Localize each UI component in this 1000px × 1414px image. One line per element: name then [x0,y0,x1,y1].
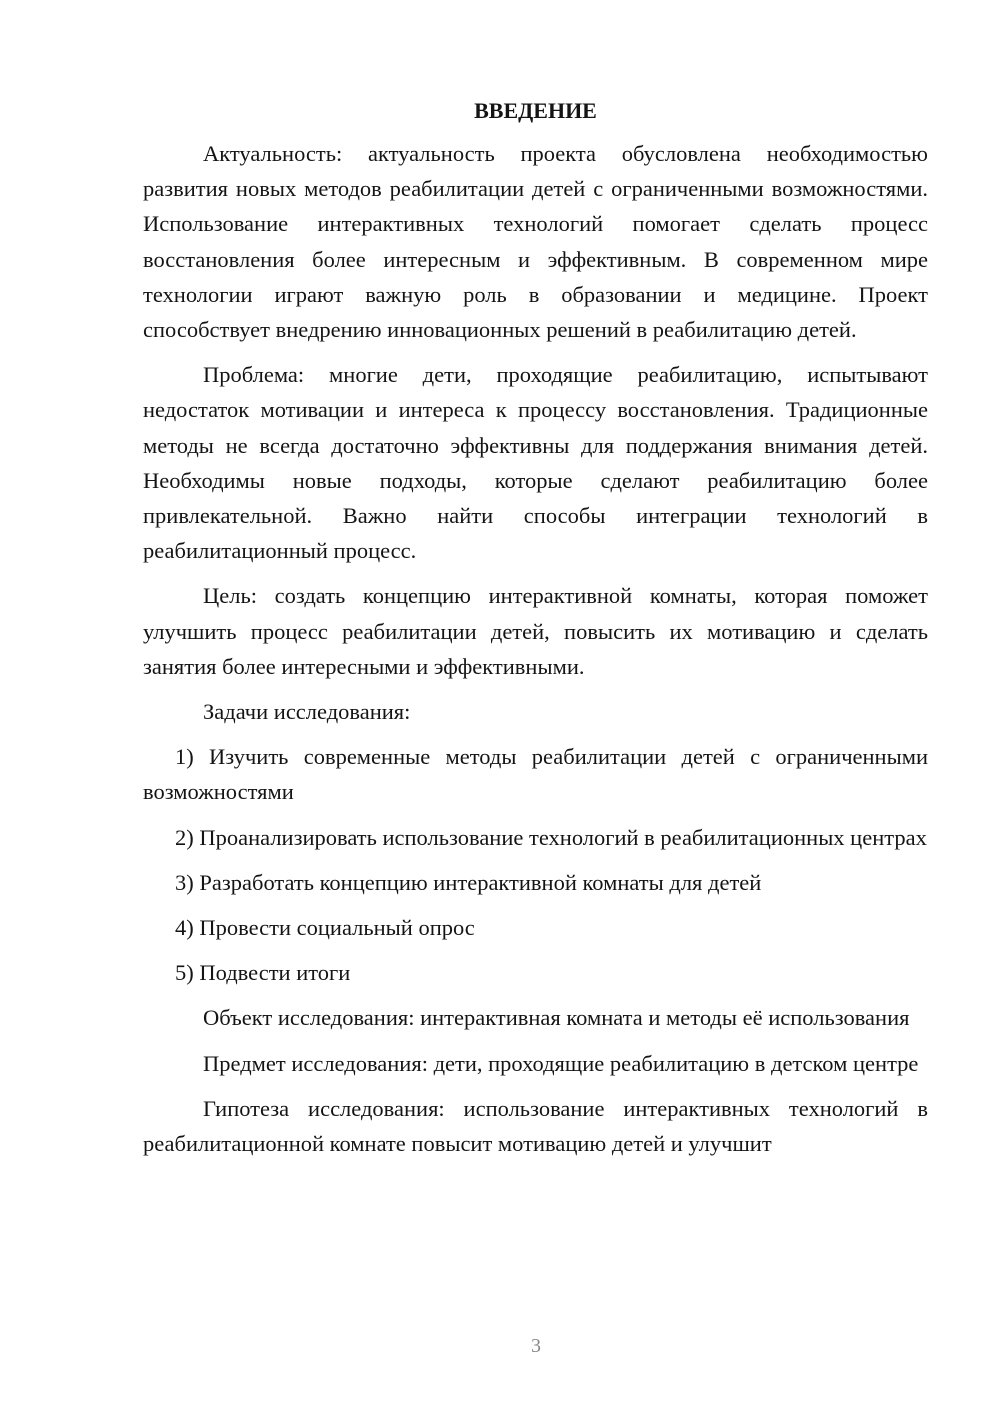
task-item-5: 5) Подвести итоги [175,960,351,986]
problem-paragraph: Проблема: многие дети, проходящие реабилитацию, испытывают недостаток мотивации и интереса к процессу восстановления. Традиционные методы не всегда достаточно эффективны для поддержания внимания детей. Необходимы новые подходы, которые сделают реабилитацию более привлекательной. Важно найти способы интеграции технологий в реабилитационный процесс. [143,362,928,564]
subject-paragraph: Предмет исследования: дети, проходящие реабилитацию в детском центре [203,1050,919,1076]
page-title: ВВЕДЕНИЕ [474,98,597,123]
relevance-paragraph: Актуальность: актуальность проекта обусловлена необходимостью развития новых методов реабилитации детей с ограниченными возможностями. Использование интерактивных технологий помогает сделать процесс восстановления более интересным и эффективным. В современном мире технологии играют важную роль в образовании и медицине. Проект способствует внедрению инновационных решений в реабилитацию детей. [143,141,928,343]
object-paragraph: Объект исследования: интерактивная комната и методы её использования [203,1005,910,1031]
task-item-1: 1) Изучить современные методы реабилитации детей с ограниченными возможностями [143,744,928,805]
page-number: 3 [531,1335,541,1357]
task-item-3: 3) Разработать концепцию интерактивной комнаты для детей [175,869,762,895]
page-content [143,96,928,1171]
hypothesis-paragraph: Гипотеза исследования: использование интерактивных технологий в реабилитационной комнате повысит мотивацию детей и улучшит [143,1095,928,1157]
tasks-heading: Задачи исследования: [203,699,411,725]
task-item-2: 2) Проанализировать использование технологий в реабилитационных центрах [175,824,927,850]
task-item-4: 4) Провести социальный опрос [175,915,475,941]
goal-paragraph: Цель: создать концепцию интерактивной комнаты, которая поможет улучшить процесс реабилитации детей, повысить их мотивацию и сделать занятия более интересными и эффективными. [143,583,928,679]
